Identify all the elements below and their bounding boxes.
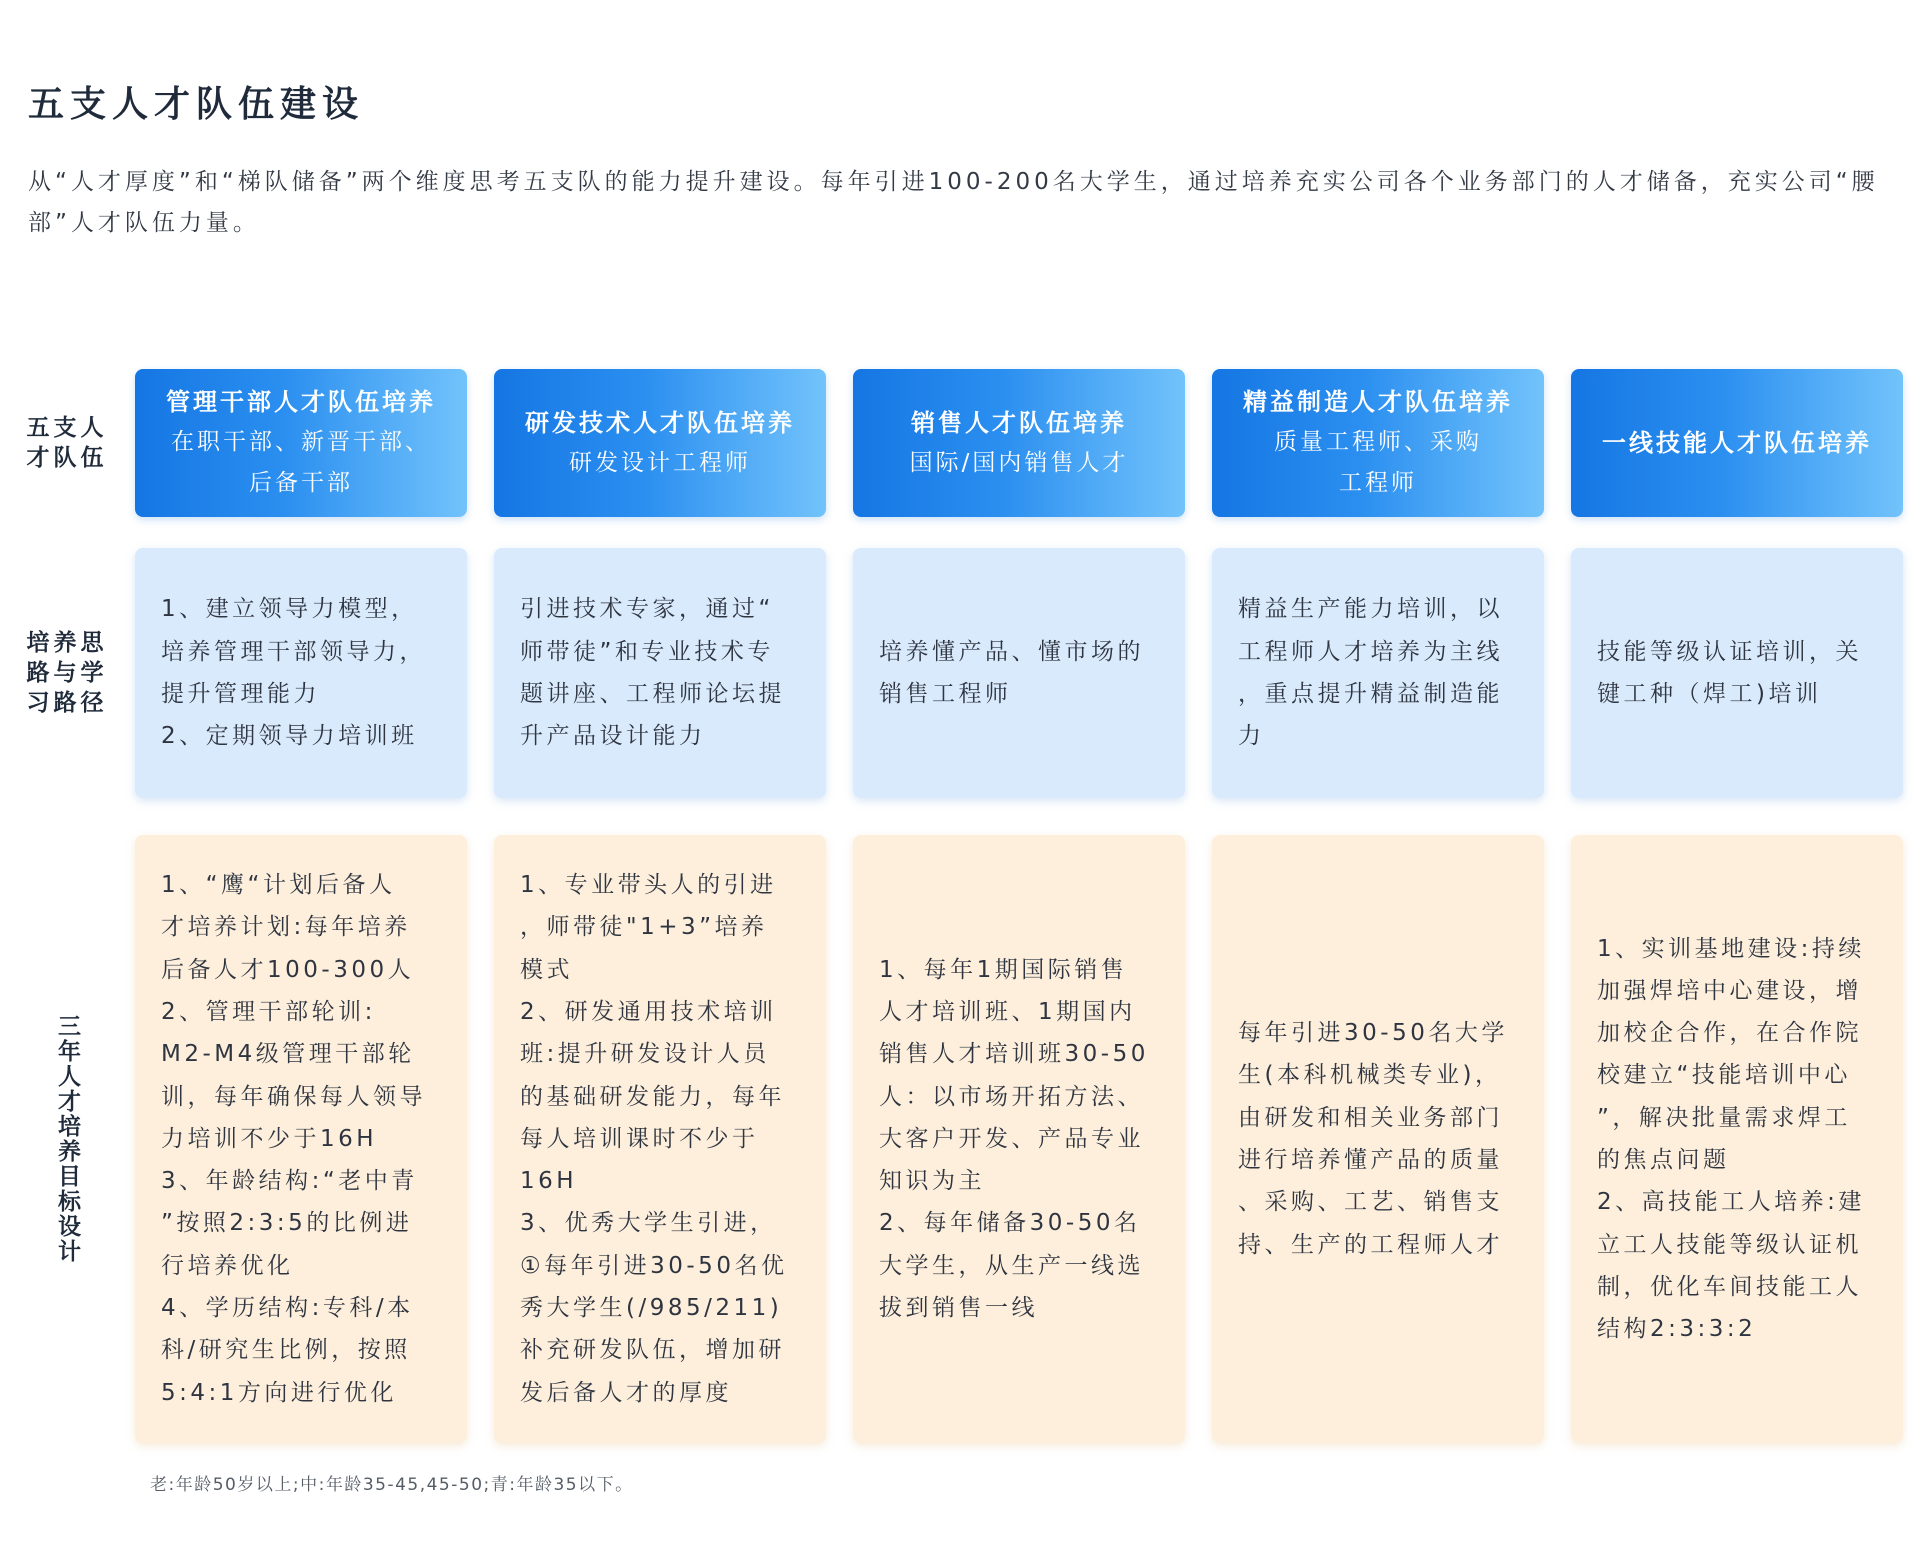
goal-card-management (135, 835, 467, 1443)
team-subtitle: 研发设计工程师 (569, 449, 751, 476)
goal-text: 1、专业带头人的引进 ，师带徒"1+3”培养 模式 2、研发通用技术培训 班:提升研发设计人员 的基础研发能力，每年 每人培训课时不少于 16H 3、优秀大学生引进， ①每年引进30-50名优 秀大学生(/985/211) 补充研发队伍，增加研 发后备人才的厚度 (520, 872, 788, 1406)
path-text: 1、建立领导力模型， 培养管理干部领导力， 提升管理能力 2、定期领导力培训班 (161, 596, 426, 750)
path-text: 培养懂产品、懂市场的 销售工程师 (879, 638, 1144, 707)
path-text: 引进技术专家，通过“ 师带徒”和专业技术专 题讲座、工程师论坛提 升产品设计能力 (520, 596, 785, 750)
path-text: 精益生产能力培训，以 工程师人才培养为主线 ，重点提升精益制造能 力 (1238, 596, 1503, 750)
team-subtitle: 质量工程师、采购 工程师 (1274, 429, 1482, 496)
path-card-management (135, 548, 467, 798)
team-card-lean-manufacturing (1212, 369, 1544, 517)
team-title: 销售人才队伍培养 (911, 408, 1127, 437)
goal-card-lean-manufacturing (1212, 835, 1544, 1443)
goal-text: 1、每年1期国际销售 人才培训班、1期国内 销售人才培训班30-50 人：以市场开拓方法、 大客户开发、产品专业 知识为主 2、每年储备30-50名 大学生，从生产一线选 拔到销售一线 (879, 956, 1149, 1322)
team-card-sales (853, 369, 1185, 517)
page-title: 五支人才队伍建设 (28, 84, 365, 125)
goal-card-rnd (494, 835, 826, 1443)
goal-text: 每年引进30-50名大学 生(本科机械类专业)， 由研发和相关业务部门 进行培养懂产品的质量 、采购、工艺、销售支 持、生产的工程师人才 (1238, 1020, 1508, 1258)
row-label-goals: 三年人才培养目标设计 (54, 1014, 80, 1264)
team-card-rnd (494, 369, 826, 517)
team-title: 精益制造人才队伍培养 (1243, 388, 1513, 416)
team-title: 研发技术人才队伍培养 (525, 408, 795, 437)
goal-text: 1、实训基地建设:持续 加强焊培中心建设，增 加校企合作，在合作院 校建立“技能培训中心 ”，解决批量需求焊工 的焦点问题 2、高技能工人培养:建 立工人技能等级认证机 制，优化车间技能工人 结构2:3:3:2 (1597, 935, 1865, 1343)
team-title: 一线技能人才队伍培养 (1602, 429, 1872, 457)
path-card-lean-manufacturing (1212, 548, 1544, 798)
goal-card-sales (853, 835, 1185, 1443)
path-card-rnd (494, 548, 826, 798)
team-card-management (135, 369, 467, 517)
path-card-sales (853, 548, 1185, 798)
team-title: 管理干部人才队伍培养 (166, 388, 436, 416)
team-card-frontline-skills (1571, 369, 1903, 517)
goal-text: 1、“鹰“计划后备人 才培养计划:每年培养 后备人才100-300人 2、管理干部轮训: M2-M4级管理干部轮 训，每年确保每人领导 力培训不少于16H 3、年龄结构:“老中青 ”按照2:3:5的比例进 行培养优化 4、学历结构:专科/本 科/研究生比例，按照 5:4:1方向进行优化 (161, 872, 426, 1406)
team-subtitle: 国际/国内销售人才 (909, 449, 1129, 476)
path-text: 技能等级认证培训，关 键工种（焊工)培训 (1597, 638, 1862, 707)
footnote: 老:年龄50岁以上;中:年龄35-45,45-50;青:年龄35以下。 (150, 1475, 634, 1495)
goal-card-frontline-skills (1571, 835, 1903, 1443)
path-card-frontline-skills (1571, 548, 1903, 798)
team-subtitle: 在职干部、新晋干部、 后备干部 (171, 429, 431, 496)
intro-paragraph: 从“人才厚度”和“梯队储备”两个维度思考五支队的能力提升建设。每年引进100-200名大学生，通过培养充实公司各个业务部门的人才储备，充实公司“腰部”人才队伍力量。 (28, 169, 1879, 236)
row-label-paths: 培养思 路与学 习路径 (26, 630, 108, 716)
row-label-teams: 五支人 才队伍 (26, 415, 108, 471)
